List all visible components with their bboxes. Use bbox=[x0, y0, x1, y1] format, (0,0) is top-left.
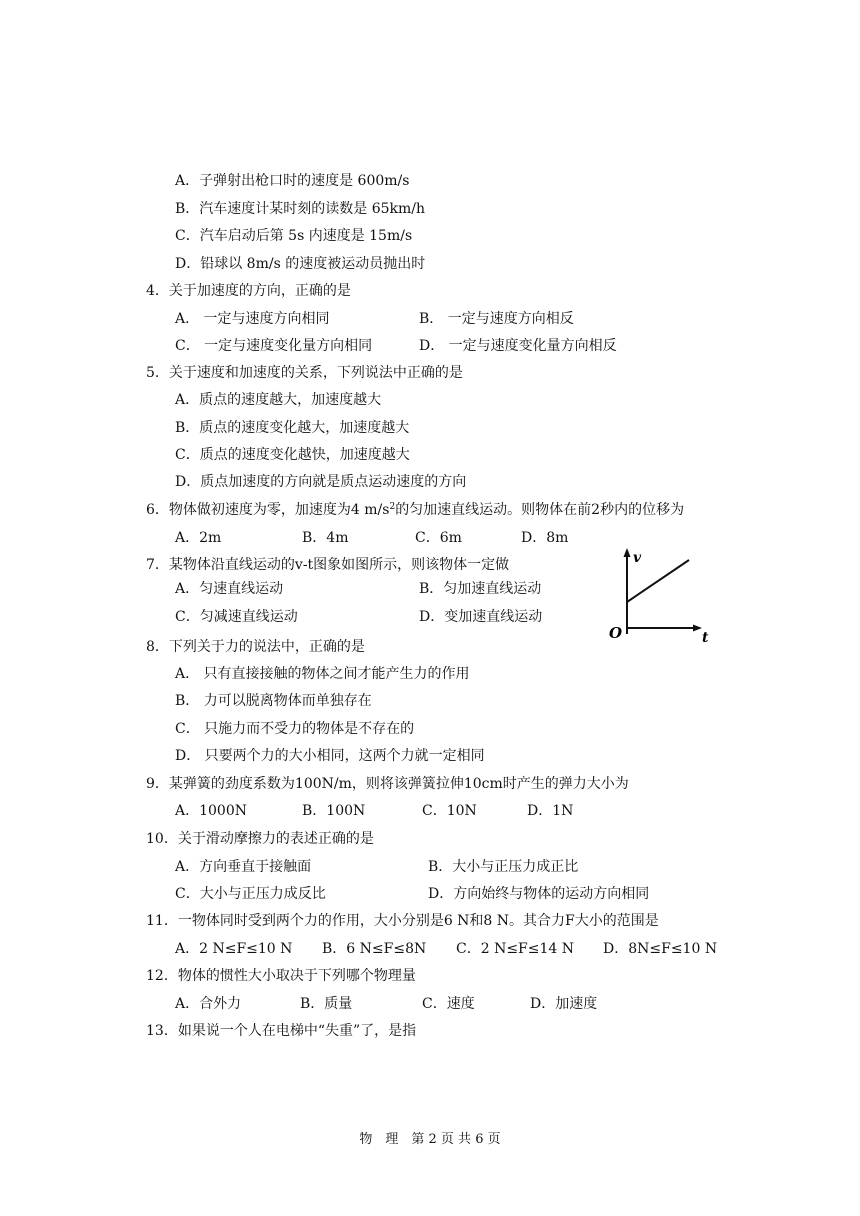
q12-option-c: C．速度 bbox=[422, 996, 475, 1012]
q5-option-c: C．质点的速度变化越快，加速度越大 bbox=[175, 447, 410, 463]
q10-option-b: B．大小与正压力成正比 bbox=[428, 859, 579, 875]
q11-option-a: A．2 N≤F≤10 N bbox=[175, 941, 293, 957]
q5-option-a: A．质点的速度越大，加速度越大 bbox=[175, 392, 382, 408]
q7-option-a: A．匀速直线运动 bbox=[175, 581, 284, 597]
q5-option-b: B．质点的速度变化越大，加速度越大 bbox=[175, 420, 410, 436]
graph-origin-label: O bbox=[609, 624, 623, 642]
q6-stem-part-a: 6．物体做初速度为零，加速度为4 m/s bbox=[146, 502, 390, 518]
q6-option-d: D．8m bbox=[521, 530, 569, 546]
q7-option-c: C．匀减速直线运动 bbox=[175, 609, 298, 625]
graph-y-arrow-icon bbox=[624, 548, 631, 557]
q8-option-d: D． 只要两个力的大小相同，这两个力就一定相同 bbox=[175, 748, 485, 764]
q3-option-b: B．汽车速度计某时刻的读数是 65km/h bbox=[175, 201, 426, 217]
q12-option-d: D．加速度 bbox=[530, 996, 598, 1012]
q7-vt-graph bbox=[607, 542, 712, 647]
q5-option-d: D．质点加速度的方向就是质点运动速度的方向 bbox=[175, 474, 467, 490]
q10-option-c: C．大小与正压力成反比 bbox=[175, 886, 326, 902]
q7-stem: 7．某物体沿直线运动的v-t图象如图所示，则该物体一定做 bbox=[146, 557, 510, 573]
q6-stem bbox=[146, 501, 684, 519]
q6-option-a: A．2m bbox=[175, 530, 222, 546]
q11-option-d: D．8N≤F≤10 N bbox=[603, 941, 718, 957]
q4-option-a: A． 一定与速度方向相同 bbox=[175, 311, 330, 327]
q8-stem: 8．下列关于力的说法中，正确的是 bbox=[146, 639, 365, 655]
q9-option-a: A．1000N bbox=[175, 803, 247, 819]
q7-option-d: D．变加速直线运动 bbox=[419, 609, 543, 625]
graph-velocity-line bbox=[627, 560, 689, 602]
q7-option-b: B．匀加速直线运动 bbox=[419, 581, 542, 597]
q11-stem: 11．一物体同时受到两个力的作用，大小分别是6 N和8 N。其合力F大小的范围是 bbox=[146, 913, 659, 929]
q9-stem: 9．某弹簧的劲度系数为100N/m，则将该弹簧拉伸10cm时产生的弹力大小为 bbox=[146, 776, 629, 792]
q12-option-a: A．合外力 bbox=[175, 996, 242, 1012]
q4-option-c: C． 一定与速度变化量方向相同 bbox=[175, 338, 373, 354]
q9-option-d: D．1N bbox=[527, 803, 574, 819]
q10-option-d: D．方向始终与物体的运动方向相同 bbox=[428, 886, 650, 902]
q3-option-d: D．铅球以 8m/s 的速度被运动员抛出时 bbox=[175, 256, 426, 272]
graph-x-axis-label: t bbox=[702, 630, 709, 646]
q11-option-b: B．6 N≤F≤8N bbox=[322, 941, 427, 957]
q13-stem: 13．如果说一个人在电梯中“失重”了，是指 bbox=[146, 1023, 417, 1039]
q9-option-c: C．10N bbox=[422, 803, 477, 819]
q4-stem: 4．关于加速度的方向，正确的是 bbox=[146, 283, 351, 299]
q8-option-c: C． 只施力而不受力的物体是不存在的 bbox=[175, 721, 415, 737]
q3-option-c: C．汽车启动后第 5s 内速度是 15m/s bbox=[175, 228, 413, 244]
q3-option-a: A．子弹射出枪口时的速度是 600m/s bbox=[175, 173, 410, 189]
q6-stem-part-b: 的匀加速直线运动。则物体在前2秒内的位移为 bbox=[395, 502, 685, 518]
q8-option-a: A． 只有直接接触的物体之间才能产生力的作用 bbox=[175, 666, 470, 682]
q4-option-b: B． 一定与速度方向相反 bbox=[419, 311, 574, 327]
q6-option-c: C．6m bbox=[415, 530, 462, 546]
q10-option-a: A．方向垂直于接触面 bbox=[175, 859, 312, 875]
q6-stem-superscript: 2 bbox=[389, 502, 396, 512]
q9-option-b: B．100N bbox=[302, 803, 366, 819]
q12-stem: 12．物体的惯性大小取决于下列哪个物理量 bbox=[146, 968, 416, 984]
page-footer: 物 理 第 2 页 共 6 页 bbox=[359, 1132, 501, 1147]
q4-option-d: D． 一定与速度变化量方向相反 bbox=[419, 338, 617, 354]
q6-option-b: B．4m bbox=[302, 530, 349, 546]
graph-x-arrow-icon bbox=[693, 625, 702, 632]
graph-y-axis-label: v bbox=[633, 550, 642, 566]
q10-stem: 10．关于滑动摩擦力的表述正确的是 bbox=[146, 831, 374, 847]
q8-option-b: B． 力可以脱离物体而单独存在 bbox=[175, 693, 372, 709]
q11-option-c: C．2 N≤F≤14 N bbox=[456, 941, 575, 957]
q5-stem: 5．关于速度和加速度的关系，下列说法中正确的是 bbox=[146, 365, 463, 381]
q12-option-b: B．质量 bbox=[300, 996, 353, 1012]
